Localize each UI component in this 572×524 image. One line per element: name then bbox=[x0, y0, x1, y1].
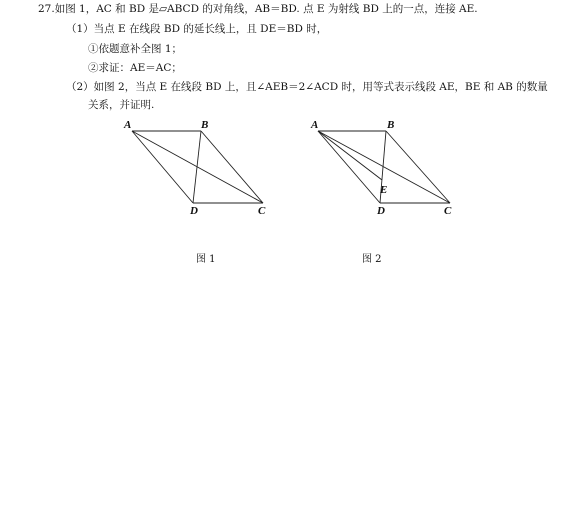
fig2-label-b: B bbox=[387, 119, 395, 131]
fig1-label-a: A bbox=[124, 119, 132, 131]
fig2-label-e: E bbox=[380, 184, 388, 196]
fig2-label-c: C bbox=[444, 205, 452, 217]
fig1-diagonal-bd bbox=[193, 131, 201, 203]
figure-2-caption: 图 2 bbox=[362, 254, 382, 265]
figure-1 bbox=[132, 131, 263, 203]
problem-stem: 27.如图 1，AC 和 BD 是▱ABCD 的对角线，AB＝BD. 点 E 为射线 BD 上的一点，连接 AE. bbox=[38, 3, 478, 15]
fig2-segment-bc bbox=[386, 131, 450, 203]
fig2-segment-ae bbox=[318, 131, 382, 180]
fig1-segment-da bbox=[132, 131, 193, 203]
figure-1-caption: 图 1 bbox=[196, 254, 216, 265]
fig1-label-b: B bbox=[201, 119, 209, 131]
part1-item2: ②求证：AE＝AC； bbox=[88, 62, 182, 74]
part1-item1: ①依题意补全图 1； bbox=[88, 43, 183, 55]
fig1-label-d: D bbox=[190, 205, 198, 217]
part2-line1: （2）如图 2，当点 E 在线段 BD 上，且∠AEB＝2∠ACD 时，用等式表示线段 AE，BE 和 AB 的数量 bbox=[66, 81, 548, 93]
part2-line2: 关系，并证明. bbox=[88, 99, 155, 111]
fig2-segment-da bbox=[318, 131, 380, 203]
fig2-label-a: A bbox=[311, 119, 319, 131]
part1-intro: （1）当点 E 在线段 BD 的延长线上，且 DE＝BD 时， bbox=[66, 23, 328, 35]
fig1-diagonal-ac bbox=[132, 131, 263, 203]
fig2-label-d: D bbox=[377, 205, 385, 217]
fig1-label-c: C bbox=[258, 205, 266, 217]
fig1-segment-bc bbox=[201, 131, 263, 203]
